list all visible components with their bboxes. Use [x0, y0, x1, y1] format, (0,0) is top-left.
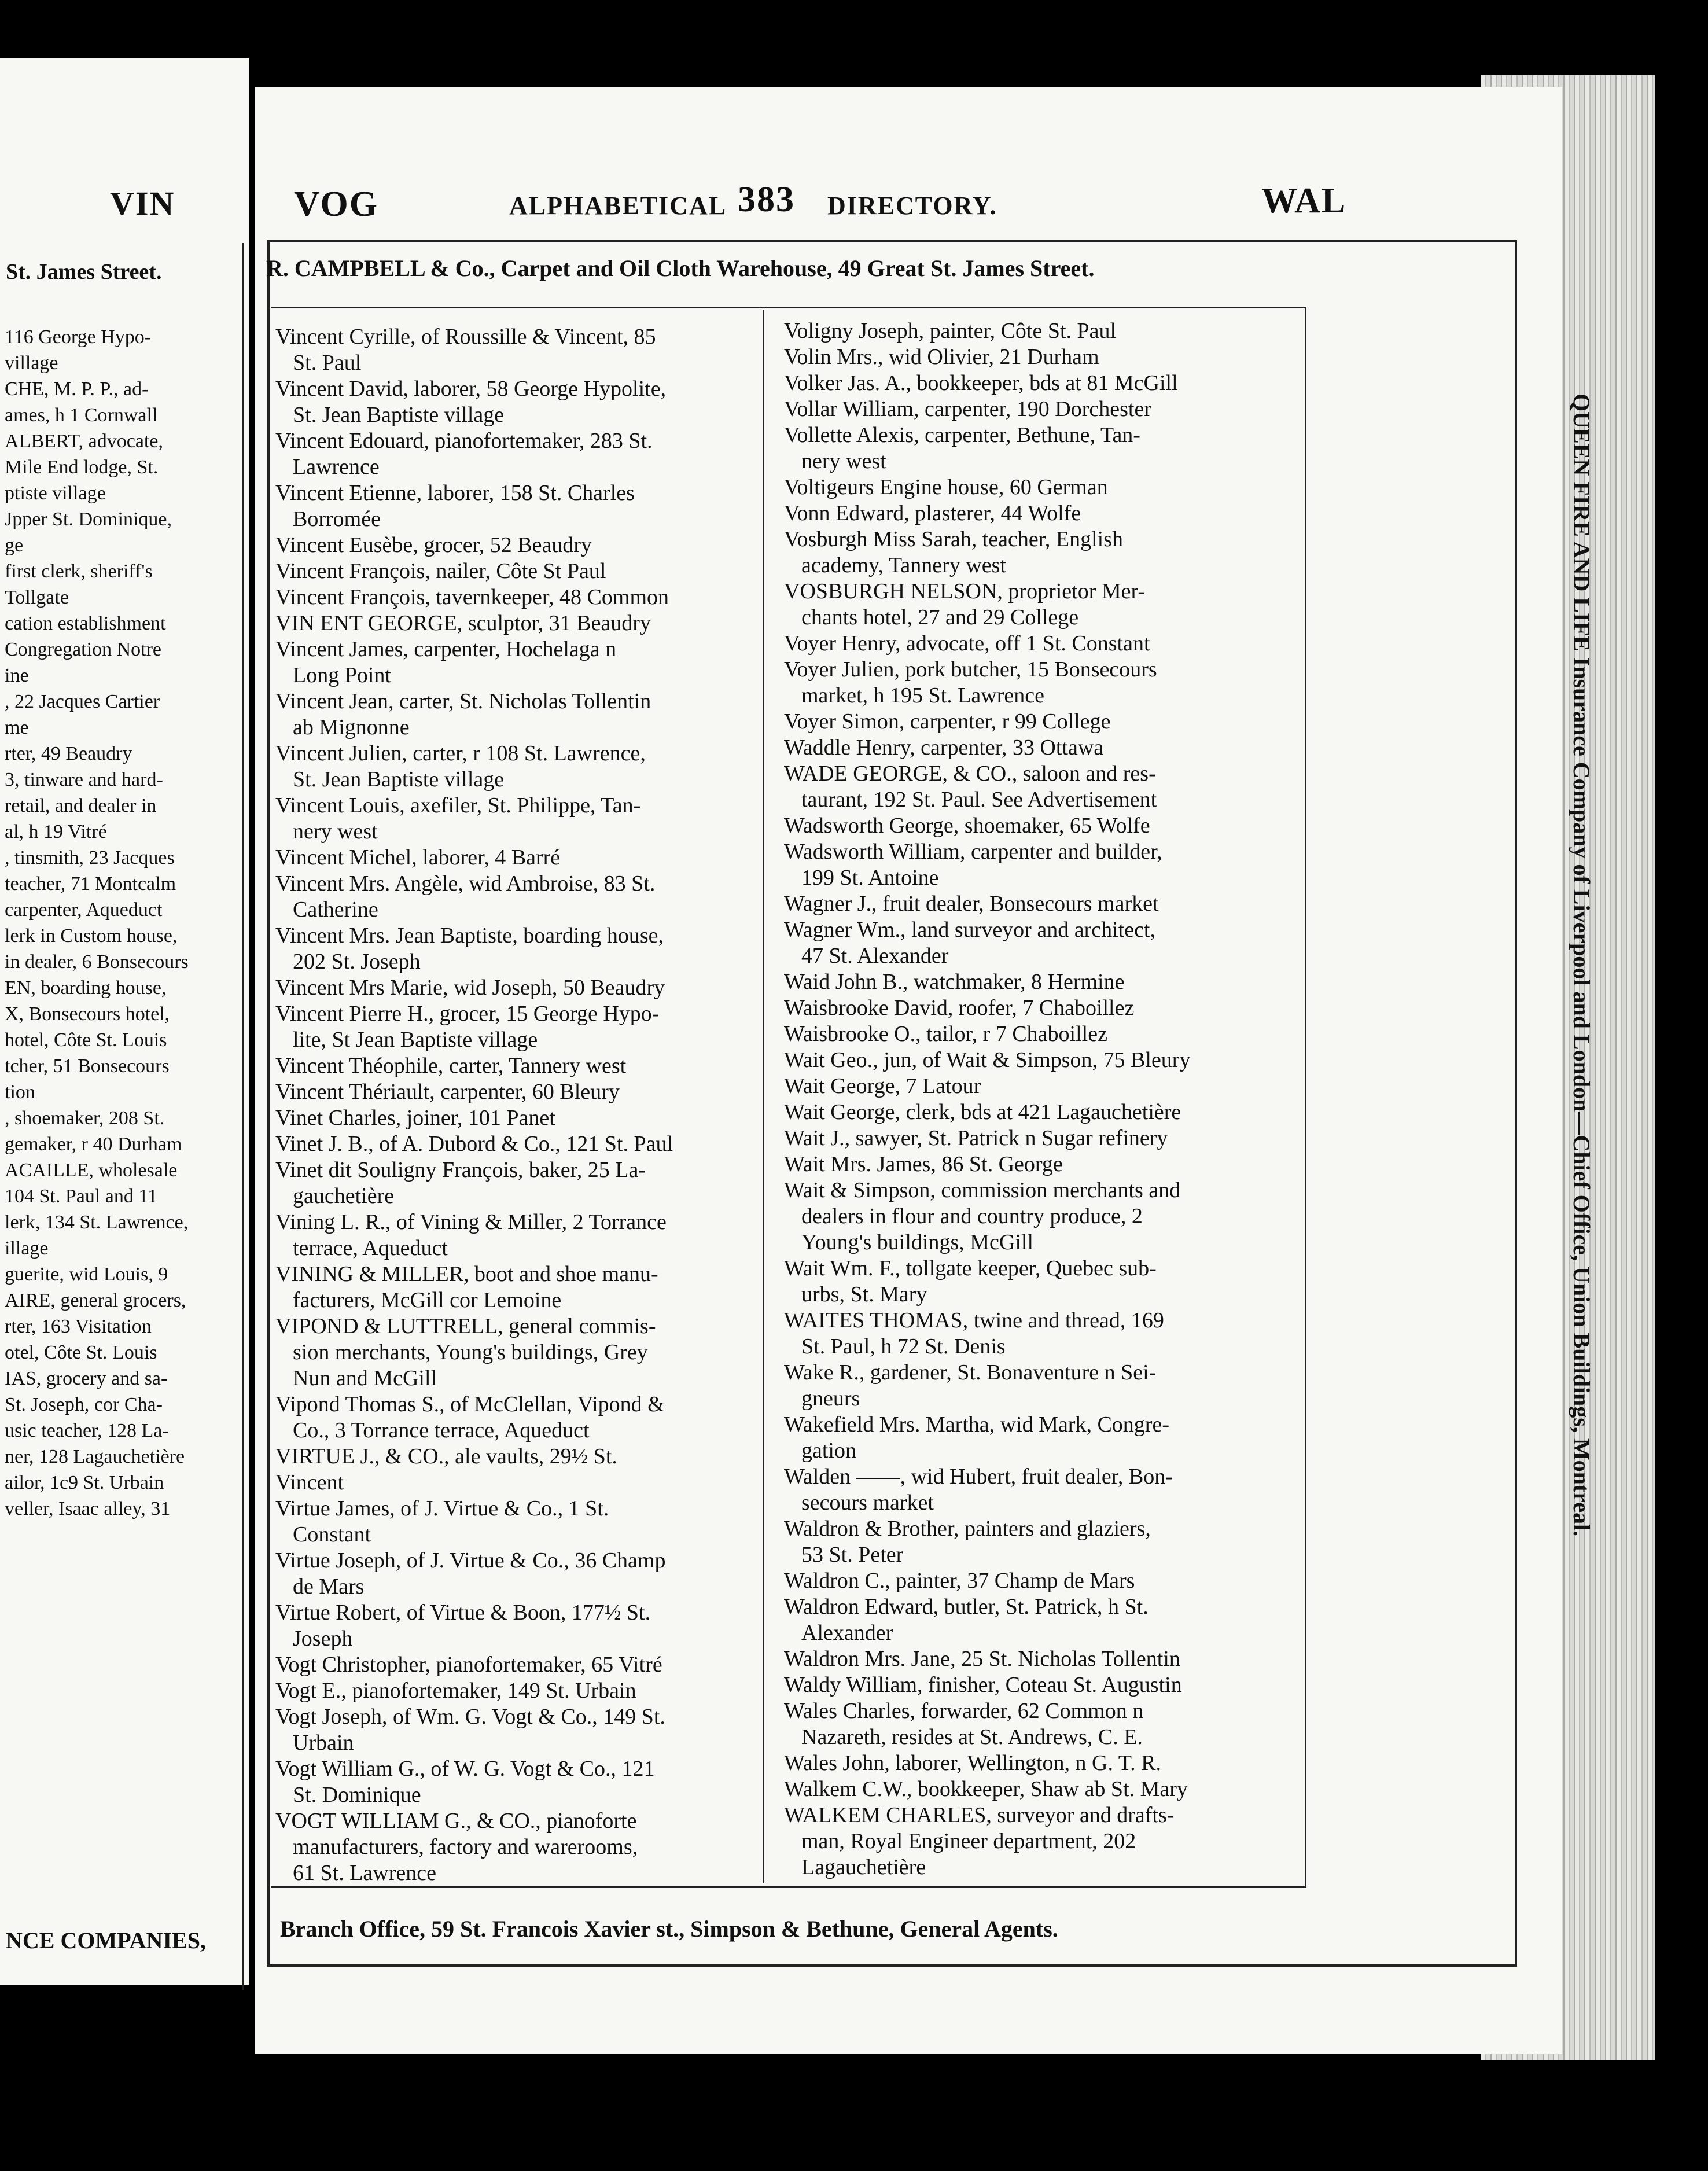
directory-entry-line: Vollar William, carpenter, 190 Dorchester	[784, 397, 1151, 421]
left-running-head: VIN	[110, 185, 175, 222]
directory-entry-line: Vincent Edouard, pianofortemaker, 283 St.	[275, 429, 653, 453]
directory-entry-line: gation	[801, 1438, 856, 1463]
directory-entry-line: taurant, 192 St. Paul. See Advertisement	[801, 788, 1157, 812]
directory-entry-line: Vincent Louis, axefiler, St. Philippe, Tan-	[275, 793, 641, 818]
directory-entry-line: St. Paul	[293, 351, 362, 375]
directory-entry-line: Vogt E., pianofortemaker, 149 St. Urbain	[275, 1679, 636, 1703]
left-fragment-line: tcher, 51 Bonsecours	[5, 1055, 170, 1077]
directory-entry-line: Vincent Julien, carter, r 108 St. Lawrence,	[275, 741, 646, 766]
directory-entry-line: Waisbrooke O., tailor, r 7 Chaboillez	[784, 1022, 1107, 1046]
left-fragment-line: 104 St. Paul and 11	[5, 1186, 158, 1207]
directory-entry-line: terrace, Aqueduct	[293, 1236, 448, 1260]
header-left-word: VOG	[294, 185, 378, 224]
directory-entry-line: Joseph	[293, 1627, 353, 1651]
directory-entry-line: St. Jean Baptiste village	[293, 767, 505, 792]
left-fragment-line: lerk in Custom house,	[5, 925, 178, 947]
directory-entry-line: Vincent	[275, 1470, 344, 1495]
directory-entry-line: Long Point	[293, 663, 391, 687]
directory-entry-line: urbs, St. Mary	[801, 1282, 927, 1307]
left-fragment-line: illage	[5, 1238, 49, 1259]
directory-entry-line: manufacturers, factory and warerooms,	[293, 1835, 638, 1859]
directory-entry-line: Vipond Thomas S., of McClellan, Vipond &	[275, 1392, 665, 1416]
directory-entry-line: Catherine	[293, 897, 378, 922]
directory-entry-line: Vincent Jean, carter, St. Nicholas Tollentin	[275, 689, 651, 713]
left-fragment-line: Jpper St. Dominique,	[5, 509, 172, 530]
left-fragment-line: village	[5, 352, 58, 374]
directory-entry-line: Waldron & Brother, painters and glaziers,	[784, 1517, 1151, 1541]
directory-entry-line: Walkem C.W., bookkeeper, Shaw ab St. Mary	[784, 1777, 1188, 1801]
top-banner: R. CAMPBELL & Co., Carpet and Oil Cloth Warehouse, 49 Great St. James Street.	[266, 255, 1095, 281]
directory-entry-line: gneurs	[801, 1386, 860, 1411]
directory-entry-line: Lawrence	[293, 455, 380, 479]
directory-entry-line: Wadsworth William, carpenter and builder,	[784, 840, 1162, 864]
left-fragment-line: in dealer, 6 Bonsecours	[5, 951, 189, 973]
left-fragment-line: tion	[5, 1081, 35, 1103]
directory-entry-line: Nun and McGill	[293, 1366, 437, 1390]
header-center-left: ALPHABETICAL	[509, 192, 727, 220]
directory-entry-line: Lagauchetière	[801, 1855, 926, 1879]
directory-entry-line: sion merchants, Young's buildings, Grey	[293, 1340, 648, 1364]
column-divider	[763, 310, 764, 1883]
left-fragment-line: ine	[5, 665, 29, 686]
directory-entry-line: Virtue Robert, of Virtue & Boon, 177½ St.	[275, 1600, 651, 1625]
directory-entry-line: Waddle Henry, carpenter, 33 Ottawa	[784, 735, 1104, 760]
directory-entry-line: Vincent Michel, laborer, 4 Barré	[275, 845, 561, 870]
left-fragment-line: ames, h 1 Cornwall	[5, 404, 158, 426]
left-fragment-line: rter, 163 Visitation	[5, 1316, 152, 1337]
directory-entry-line: Waisbrooke David, roofer, 7 Chaboillez	[784, 996, 1135, 1020]
left-fragment-line: Congregation Notre	[5, 639, 161, 660]
left-fragment-line: retail, and dealer in	[5, 795, 157, 816]
directory-entry-line: Vollette Alexis, carpenter, Bethune, Tan-	[784, 423, 1140, 447]
directory-entry-line: Urbain	[293, 1731, 354, 1755]
directory-entry-line: Vining L. R., of Vining & Miller, 2 Torrance	[275, 1210, 667, 1234]
directory-entry-line: man, Royal Engineer department, 202	[801, 1829, 1136, 1853]
directory-entry-line: Wakefield Mrs. Martha, wid Mark, Congre-	[784, 1412, 1169, 1437]
left-fragment-line: veller, Isaac alley, 31	[5, 1498, 171, 1519]
left-fragment-line: carpenter, Aqueduct	[5, 899, 163, 921]
directory-entry-line: St. Dominique	[293, 1783, 421, 1807]
directory-entry-line: Vincent Mrs. Angèle, wid Ambroise, 83 St.	[275, 871, 656, 896]
directory-entry-line: Vincent Eusèbe, grocer, 52 Beaudry	[275, 533, 592, 557]
directory-entry-line: Vogt William G., of W. G. Vogt & Co., 121	[275, 1757, 655, 1781]
directory-entry-line: nery west	[293, 819, 378, 844]
directory-entry-line: nery west	[801, 449, 886, 473]
left-fragment-line: , tinsmith, 23 Jacques	[5, 847, 175, 869]
directory-entry-line: St. Jean Baptiste village	[293, 403, 505, 427]
directory-entry-line: lite, St Jean Baptiste village	[293, 1028, 538, 1052]
directory-entry-line: Vincent Théophile, carter, Tannery west	[275, 1054, 627, 1078]
directory-entry-line: VOGT WILLIAM G., & CO., pianoforte	[275, 1809, 637, 1833]
directory-entry-line: Voyer Simon, carpenter, r 99 College	[784, 709, 1111, 734]
left-fragment-line: 3, tinware and hard-	[5, 769, 163, 790]
directory-entry-line: dealers in flour and country produce, 2	[801, 1204, 1143, 1228]
left-fragment-line: ptiste village	[5, 483, 106, 504]
left-fragment-line: ACAILLE, wholesale	[5, 1160, 178, 1181]
left-fragment-line: 116 George Hypo-	[5, 326, 152, 348]
directory-entry-line: VIN ENT GEORGE, sculptor, 31 Beaudry	[275, 611, 651, 635]
left-fragment-line: gemaker, r 40 Durham	[5, 1134, 182, 1155]
directory-entry-line: Vogt Joseph, of Wm. G. Vogt & Co., 149 St.	[275, 1705, 665, 1729]
directory-entry-line: Vosburgh Miss Sarah, teacher, English	[784, 527, 1124, 551]
header-right-word: WAL	[1261, 181, 1347, 220]
directory-entry-line: VIRTUE J., & CO., ale vaults, 29½ St.	[275, 1444, 617, 1469]
left-fragment-line: rter, 49 Beaudry	[5, 743, 132, 764]
directory-entry-line: Virtue Joseph, of J. Virtue & Co., 36 Champ	[275, 1548, 666, 1573]
column-left	[275, 324, 756, 1886]
directory-entry-line: Vincent David, laborer, 58 George Hypolite,	[275, 377, 667, 401]
directory-entry-line: Vinet Charles, joiner, 101 Panet	[275, 1106, 555, 1130]
directory-entry-line: Vincent Etienne, laborer, 158 St. Charles	[275, 481, 635, 505]
directory-entry-line: Borromée	[293, 507, 381, 531]
left-fragments	[5, 324, 236, 1522]
directory-entry-line: de Mars	[293, 1574, 365, 1599]
directory-entry-line: Wake R., gardener, St. Bonaventure n Sei-	[784, 1360, 1157, 1385]
directory-entry-line: Wait Geo., jun, of Wait & Simpson, 75 Bleury	[784, 1048, 1191, 1072]
directory-entry-line: Wales Charles, forwarder, 62 Common n	[784, 1699, 1144, 1723]
directory-entry-line: Constant	[293, 1522, 371, 1547]
directory-entry-line: Young's buildings, McGill	[801, 1230, 1034, 1254]
left-fragment-line: usic teacher, 128 La-	[5, 1420, 169, 1441]
directory-entry-line: Waldron C., painter, 37 Champ de Mars	[784, 1569, 1135, 1593]
page-number: 383	[738, 180, 795, 219]
directory-entry-line: Vincent Cyrille, of Roussille & Vincent, 85	[275, 325, 656, 349]
directory-entry-line: VINING & MILLER, boot and shoe manu-	[275, 1262, 658, 1286]
directory-entry-line: Co., 3 Torrance terrace, Aqueduct	[293, 1418, 590, 1443]
directory-entry-line: Vinet J. B., of A. Dubord & Co., 121 St. Paul	[275, 1132, 673, 1156]
directory-entry-line: VOSBURGH NELSON, proprietor Mer-	[784, 579, 1146, 604]
left-fragment-line: first clerk, sheriff's	[5, 561, 153, 582]
directory-entry-line: Wait Wm. F., tollgate keeper, Quebec sub-	[784, 1256, 1157, 1280]
directory-entry-line: Volin Mrs., wid Olivier, 21 Durham	[784, 345, 1099, 369]
directory-entry-line: Vonn Edward, plasterer, 44 Wolfe	[784, 501, 1081, 525]
left-fragment-line: hotel, Côte St. Louis	[5, 1029, 167, 1051]
side-banner: QUEEN FIRE AND LIFE Insurance Company of Liverpool and London—Chief Office, Union Buildings, Montreal.	[1569, 393, 1595, 1537]
left-fragment-line: ge	[5, 535, 24, 556]
left-fragment-line: ner, 128 Lagauchetière	[5, 1446, 185, 1467]
bottom-banner: Branch Office, 59 St. Francois Xavier st., Simpson & Bethune, General Agents.	[280, 1916, 1058, 1942]
directory-entry-line: academy, Tannery west	[801, 553, 1006, 577]
left-fragment-line: otel, Côte St. Louis	[5, 1342, 157, 1363]
left-fragment-line: teacher, 71 Montcalm	[5, 873, 176, 895]
directory-entry-line: Wait Mrs. James, 86 St. George	[784, 1152, 1063, 1176]
directory-entry-line: Wait George, clerk, bds at 421 Lagauchetière	[784, 1100, 1181, 1124]
directory-entry-line: Wales John, laborer, Wellington, n G. T. R.	[784, 1751, 1161, 1775]
left-top-banner: St. James Street.	[6, 260, 162, 284]
directory-entry-line: secours market	[801, 1491, 934, 1515]
left-fragment-line: cation establishment	[5, 613, 166, 634]
main-page	[255, 87, 1595, 2054]
left-fragment-line: ALBERT, advocate,	[5, 430, 163, 452]
directory-entry-line: WALKEM CHARLES, surveyor and drafts-	[784, 1803, 1175, 1827]
left-page	[0, 58, 249, 1985]
left-fragment-line: AIRE, general grocers,	[5, 1290, 186, 1311]
directory-entry-line: VIPOND & LUTTRELL, general commis-	[275, 1314, 656, 1338]
left-fragment-line: , shoemaker, 208 St.	[5, 1107, 165, 1129]
directory-entry-line: Vincent James, carpenter, Hochelaga n	[275, 637, 617, 661]
directory-entry-line: Vogt Christopher, pianofortemaker, 65 Vitré	[275, 1653, 662, 1677]
directory-entry-line: Wagner J., fruit dealer, Bonsecours market	[784, 892, 1159, 916]
left-fragment-line: guerite, wid Louis, 9	[5, 1264, 168, 1285]
left-fragment-line: IAS, grocery and sa-	[5, 1368, 168, 1389]
directory-entry-line: WADE GEORGE, & CO., saloon and res-	[784, 761, 1156, 786]
left-bottom-banner: NCE COMPANIES,	[6, 1927, 206, 1953]
directory-entry-line: Vincent Mrs Marie, wid Joseph, 50 Beaudry	[275, 976, 665, 1000]
directory-entry-line: 61 St. Lawrence	[293, 1861, 436, 1885]
directory-entry-line: WAITES THOMAS, twine and thread, 169	[784, 1308, 1164, 1333]
directory-entry-line: Wait George, 7 Latour	[784, 1074, 981, 1098]
directory-entry-line: Vincent François, nailer, Côte St Paul	[275, 559, 606, 583]
directory-entry-line: Waldron Mrs. Jane, 25 St. Nicholas Tollentin	[784, 1647, 1180, 1671]
directory-entry-line: Waid John B., watchmaker, 8 Hermine	[784, 970, 1125, 994]
directory-entry-line: Wadsworth George, shoemaker, 65 Wolfe	[784, 814, 1150, 838]
directory-entry-line: Voligny Joseph, painter, Côte St. Paul	[784, 319, 1117, 343]
directory-entry-line: Vincent Thériault, carpenter, 60 Bleury	[275, 1080, 620, 1104]
directory-entry-line: Alexander	[801, 1621, 893, 1645]
column-right	[784, 318, 1299, 1881]
left-fragment-line: X, Bonsecours hotel,	[5, 1003, 170, 1025]
directory-entry-line: Vincent Mrs. Jean Baptiste, boarding house,	[275, 923, 664, 948]
left-fragment-line: , 22 Jacques Cartier	[5, 691, 160, 712]
directory-entry-line: St. Paul, h 72 St. Denis	[801, 1334, 1006, 1359]
directory-entry-line: Waldron Edward, butler, St. Patrick, h St.	[784, 1595, 1149, 1619]
directory-entry-line: Virtue James, of J. Virtue & Co., 1 St.	[275, 1496, 609, 1521]
directory-entry-line: Volker Jas. A., bookkeeper, bds at 81 McGill	[784, 371, 1178, 395]
directory-entry-line: Wagner Wm., land surveyor and architect,	[784, 918, 1155, 942]
left-fragment-line: Mile End lodge, St.	[5, 457, 159, 478]
directory-entry-line: 53 St. Peter	[801, 1543, 904, 1567]
directory-entry-line: 202 St. Joseph	[293, 950, 421, 974]
directory-entry-line: ab Mignonne	[293, 715, 410, 739]
directory-entry-line: facturers, McGill cor Lemoine	[293, 1288, 562, 1312]
directory-entry-line: Walden ——, wid Hubert, fruit dealer, Bon-	[784, 1464, 1173, 1489]
header-center-right: DIRECTORY.	[827, 192, 997, 220]
left-fragment-line: CHE, M. P. P., ad-	[5, 378, 149, 400]
directory-entry-line: Nazareth, resides at St. Andrews, C. E.	[801, 1725, 1143, 1749]
left-fragment-line: EN, boarding house,	[5, 977, 167, 999]
left-fragment-line: ailor, 1c9 St. Urbain	[5, 1472, 164, 1493]
directory-entry-line: Vincent Pierre H., grocer, 15 George Hypo-	[275, 1002, 660, 1026]
directory-entry-line: Vinet dit Souligny François, baker, 25 La-	[275, 1158, 646, 1182]
left-fragment-line: St. Joseph, cor Cha-	[5, 1394, 163, 1415]
left-fragment-line: al, h 19 Vitré	[5, 821, 107, 842]
directory-entry-line: Voltigeurs Engine house, 60 German	[784, 475, 1108, 499]
directory-entry-line: Voyer Julien, pork butcher, 15 Bonsecours	[784, 657, 1157, 682]
directory-entry-line: Wait J., sawyer, St. Patrick n Sugar refinery	[784, 1126, 1168, 1150]
directory-entry-line: Waldy William, finisher, Coteau St. Augustin	[784, 1673, 1182, 1697]
directory-entry-line: Wait & Simpson, commission merchants and	[784, 1178, 1181, 1202]
left-fragment-line: lerk, 134 St. Lawrence,	[5, 1212, 189, 1233]
left-fragment-line: me	[5, 717, 29, 738]
directory-entry-line: Voyer Henry, advocate, off 1 St. Constant	[784, 631, 1150, 656]
directory-entry-line: chants hotel, 27 and 29 College	[801, 605, 1079, 630]
directory-entry-line: gauchetière	[293, 1184, 395, 1208]
directory-entry-line: market, h 195 St. Lawrence	[801, 683, 1044, 708]
directory-entry-line: Vincent François, tavernkeeper, 48 Common	[275, 585, 669, 609]
directory-entry-line: 47 St. Alexander	[801, 944, 949, 968]
left-fragment-line: Tollgate	[5, 587, 69, 608]
directory-entry-line: 199 St. Antoine	[801, 866, 939, 890]
